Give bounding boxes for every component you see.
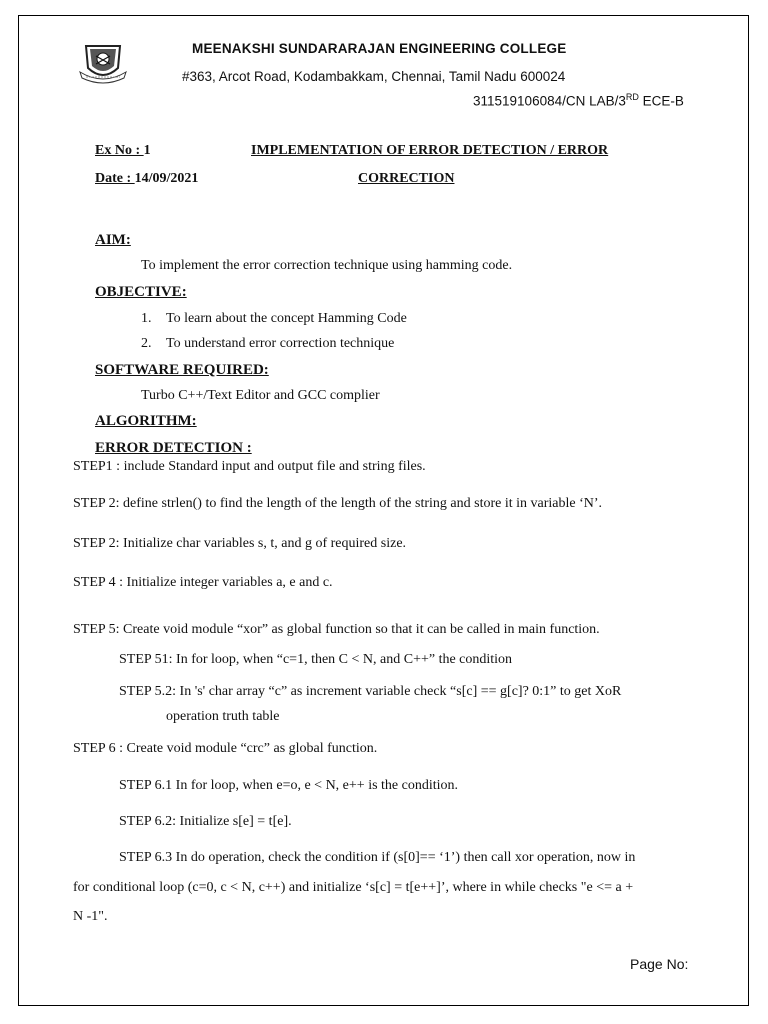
objective-heading: OBJECTIVE: [95, 284, 187, 300]
algorithm-step-continued: operation truth table [166, 709, 280, 724]
error-detection-heading: ERROR DETECTION : [95, 440, 252, 456]
title-line-1: IMPLEMENTATION OF ERROR DETECTION / ERROR [251, 143, 609, 158]
date [95, 171, 198, 187]
algorithm-step: STEP 4 : Initialize integer variables a, e and c. [73, 575, 333, 590]
college-name: MEENAKSHI SUNDARARAJAN ENGINEERING COLLEGE [192, 41, 567, 56]
algorithm-step: STEP 5: Create void module “xor” as global function so that it can be called in main function. [73, 622, 600, 637]
algorithm-step: STEP 6.2: Initialize s[e] = t[e]. [119, 814, 292, 829]
page-number: Page No: [630, 956, 689, 972]
reg-prefix: 311519106084/CN LAB/3 [473, 93, 626, 109]
ex-no [95, 143, 151, 159]
algorithm-step: STEP1 : include Standard input and output file and string files. [73, 459, 426, 474]
algorithm-step: STEP 51: In for loop, when “c=1, then C < N, and C++” the condition [119, 652, 513, 667]
algorithm-step: STEP 6.1 In for loop, when e=o, e < N, e++ is the condition. [119, 778, 459, 793]
software-text: Turbo C++/Text Editor and GCC complier [141, 388, 380, 403]
register-number [473, 92, 684, 109]
objective-text: To learn about the concept Hamming Code [166, 311, 407, 326]
title-line-2: CORRECTION [358, 171, 455, 186]
reg-suffix: ECE-B [638, 93, 684, 109]
objective-item [141, 336, 152, 352]
algorithm-step: STEP 2: Initialize char variables s, t, and g of required size. [73, 536, 407, 551]
aim-heading: AIM: [95, 232, 131, 248]
objective-text: To understand error correction technique [166, 336, 395, 351]
algorithm-step-continued: for conditional loop (c=0, c < N, c++) and initialize ‘s[c] = t[e++]’, where in while checks "e <= a + [73, 880, 634, 895]
aim-text: To implement the error correction technique using hamming code. [141, 258, 513, 273]
objective-num: 1. [141, 311, 152, 326]
date-value: 14/09/2021 [134, 171, 199, 186]
objective-item [141, 311, 152, 327]
algorithm-step-continued: N -1". [73, 909, 108, 924]
objective-num: 2. [141, 336, 152, 351]
college-address: #363, Arcot Road, Kodambakkam, Chennai, Tamil Nadu 600024 [182, 69, 566, 84]
ex-no-label: Ex No : [95, 143, 144, 158]
college-seal-icon [78, 42, 128, 84]
reg-sup: RD [625, 92, 639, 102]
ex-no-value: 1 [143, 143, 151, 158]
date-label: Date : [95, 171, 135, 186]
algorithm-step: STEP 2: define strlen() to find the length of the length of the string and store it in variable ‘N’. [73, 496, 603, 511]
algorithm-step: STEP 6.3 In do operation, check the condition if (s[0]== ‘1’) then call xor operation, now in [119, 850, 636, 865]
algorithm-heading: ALGORITHM: [95, 413, 197, 429]
algorithm-step: STEP 6 : Create void module “crc” as global function. [73, 741, 378, 756]
algorithm-step: STEP 5.2: In 's' char array “c” as increment variable check “s[c] == g[c]? 0:1” to get XoR [119, 684, 622, 699]
software-heading: SOFTWARE REQUIRED: [95, 362, 269, 378]
